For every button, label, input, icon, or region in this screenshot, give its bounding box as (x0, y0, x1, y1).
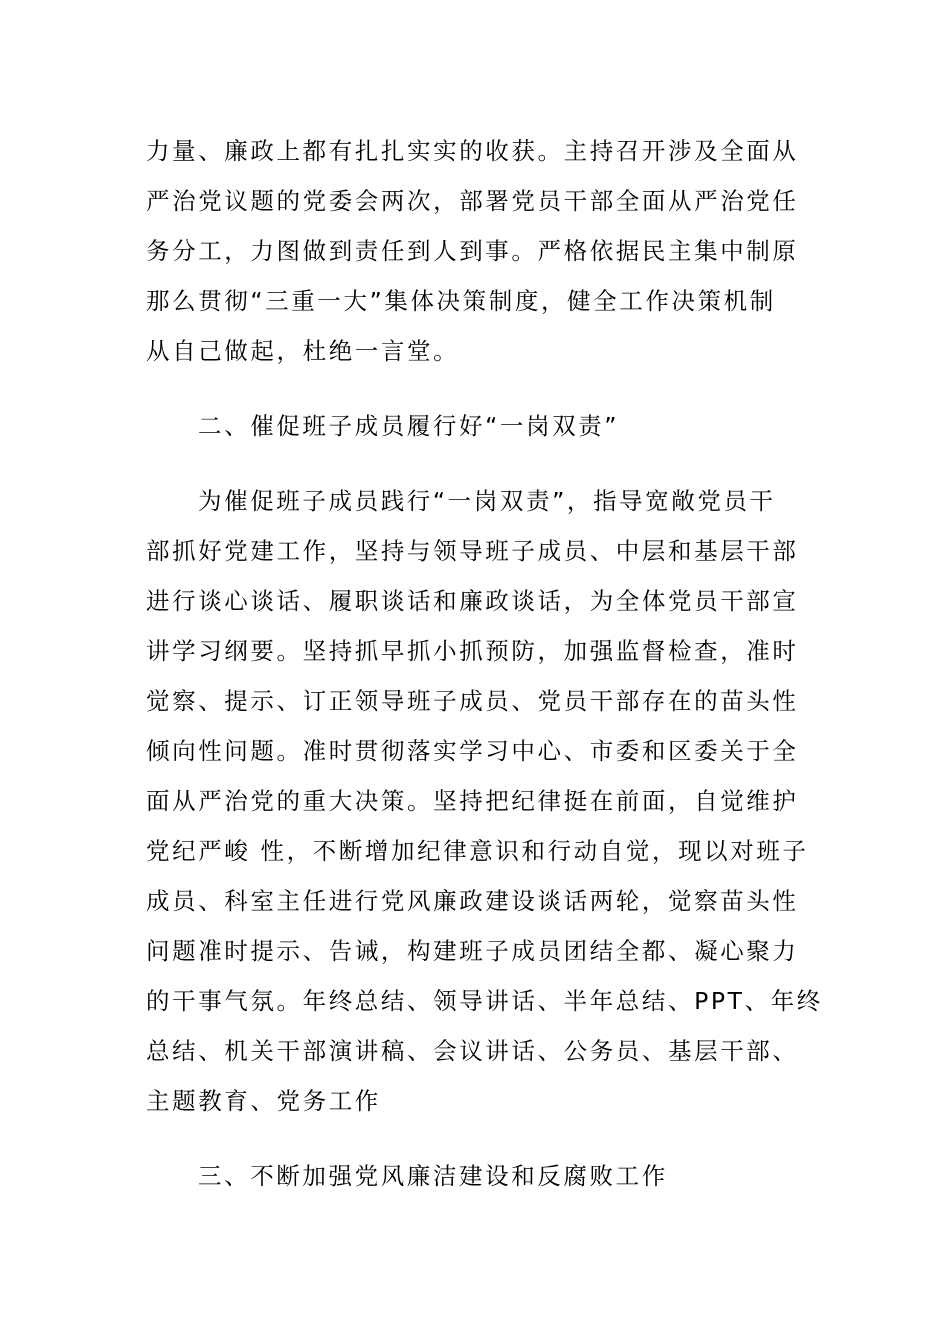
text-line: 总结、机关干部演讲稿、会议讲话、公务员、基层干部、 (146, 1037, 799, 1065)
paragraph-2 (146, 476, 823, 1126)
text-line: 主题教育、党务工作 (146, 1087, 381, 1115)
text-line: 为催促班子成员践行“一岗双责”，指导宽敞党员干 (198, 487, 776, 515)
text-line: 进行谈心谈话、履职谈话和廉政谈话，为全体党员干部宣 (146, 587, 799, 615)
document-body (146, 126, 823, 1201)
text-line: 务分工，力图做到责任到人到事。严格依据民主集中制原 (146, 237, 799, 265)
text-line: 党纪严峻 性，不断增加纪律意识和行动自觉，现以对班子 (146, 837, 809, 865)
text-line: 的干事气氛。年终总结、领导讲话、半年总结、PPT、年终 (146, 987, 823, 1015)
text-line: 从自己做起，杜绝一言堂。 (146, 337, 460, 365)
text-line: 觉察、提示、订正领导班子成员、党员干部存在的苗头性 (146, 687, 799, 715)
text-line: 面从严治党的重大决策。坚持把纪律挺在前面，自觉维护 (146, 787, 799, 815)
text-line: 力量、廉政上都有扎扎实实的收获。主持召开涉及全面从 (146, 137, 799, 165)
section-heading: 二、催促班子成员履行好“一岗双责” (198, 412, 620, 440)
text-line: 部抓好党建工作，坚持与领导班子成员、中层和基层干部 (146, 537, 799, 565)
text-line: 那么贯彻“三重一大”集体决策制度，健全工作决策机制 (146, 287, 776, 315)
paragraph-gap (146, 451, 810, 476)
text-line: 成员、科室主任进行党风廉政建设谈话两轮，觉察苗头性 (146, 887, 799, 915)
text-line: 问题准时提示、告诫，构建班子成员团结全都、凝心聚力 (146, 937, 799, 965)
paragraph-gap (146, 1126, 810, 1151)
text-line: 讲学习纲要。坚持抓早抓小抓预防，加强监督检查，准时 (146, 637, 799, 665)
section-heading-3 (146, 1151, 810, 1201)
section-heading-2 (146, 401, 810, 451)
paragraph-1 (146, 126, 810, 376)
text-line: 倾向性问题。准时贯彻落实学习中心、市委和区委关于全 (146, 737, 799, 765)
paragraph-gap (146, 376, 810, 401)
text-line: 严治党议题的党委会两次，部署党员干部全面从严治党任 (146, 187, 799, 215)
section-heading: 三、不断加强党风廉洁建设和反腐败工作 (198, 1162, 668, 1190)
